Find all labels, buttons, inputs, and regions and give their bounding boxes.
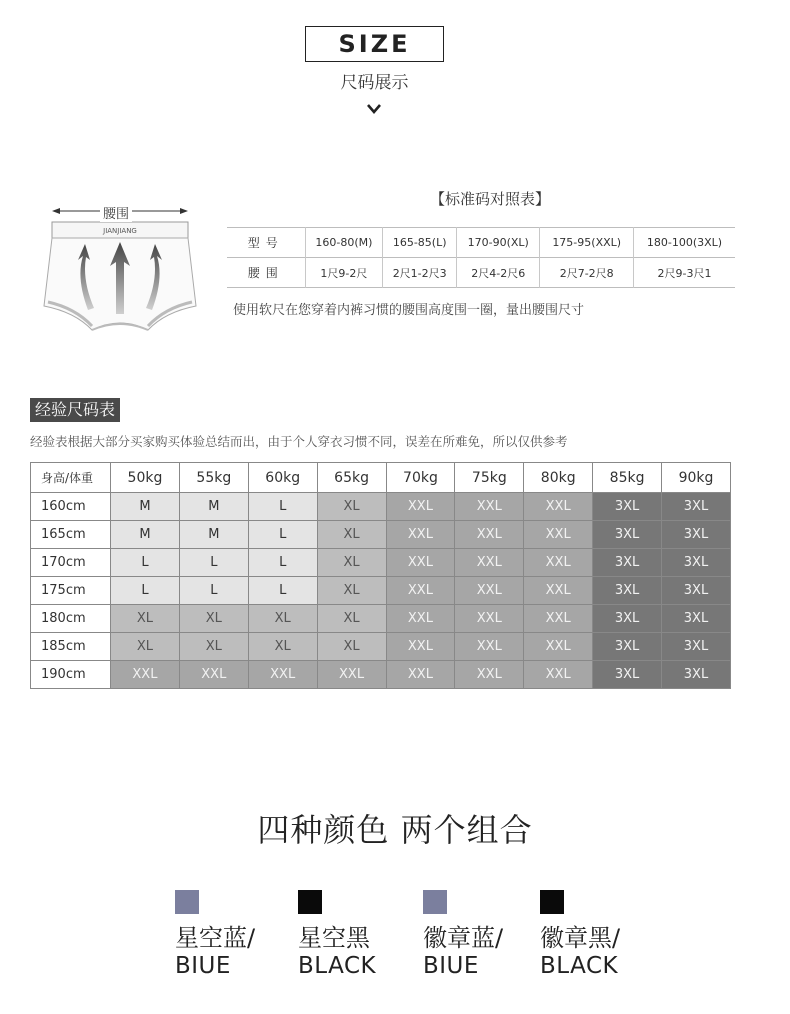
- size-cell: XL: [317, 605, 386, 633]
- color-name-cn: 徽章黑/: [540, 924, 621, 952]
- size-cell: XXL: [179, 661, 248, 689]
- standard-table-row-head: 型号: [247, 236, 284, 250]
- size-cell: 3XL: [593, 549, 662, 577]
- color-swatch: [175, 890, 199, 914]
- color-name-en: BLACK: [298, 953, 377, 979]
- size-cell: XL: [248, 633, 317, 661]
- size-cell: L: [248, 549, 317, 577]
- color-swatch: [540, 890, 564, 914]
- weight-header-cell: 65kg: [317, 463, 386, 493]
- experience-table-note: 经验表根据大部分买家购买体验总结而出，由于个人穿衣习惯不同，误差在所难免，所以仅供参考: [30, 434, 568, 449]
- size-cell: 3XL: [662, 633, 731, 661]
- weight-header-cell: 70kg: [386, 463, 455, 493]
- size-cell: 3XL: [662, 661, 731, 689]
- size-cell: 3XL: [662, 605, 731, 633]
- size-cell: XL: [317, 549, 386, 577]
- chevron-down-icon: [366, 100, 382, 116]
- size-cell: 3XL: [662, 493, 731, 521]
- size-cell: 3XL: [593, 661, 662, 689]
- experience-table-label: 经验尺码表: [30, 398, 120, 422]
- size-cell: XXL: [455, 633, 524, 661]
- size-cell: XXL: [455, 493, 524, 521]
- standard-table-cell: 1尺9-2尺: [305, 258, 383, 288]
- color-name-en: BIUE: [423, 953, 479, 979]
- size-cell: XXL: [524, 605, 593, 633]
- size-title: SIZE: [338, 30, 411, 58]
- height-cell: 185cm: [31, 633, 111, 661]
- standard-table-cell: 160-80(M): [305, 228, 383, 258]
- size-cell: XL: [248, 605, 317, 633]
- color-name-en: BLACK: [540, 953, 619, 979]
- waist-label: 腰围: [100, 203, 132, 222]
- size-cell: XXL: [455, 521, 524, 549]
- size-cell: XL: [317, 633, 386, 661]
- size-cell: XL: [179, 605, 248, 633]
- experience-table-row: [31, 521, 731, 549]
- size-cell: XL: [317, 493, 386, 521]
- size-cell: L: [179, 577, 248, 605]
- size-cell: XXL: [386, 493, 455, 521]
- weight-header-cell: 75kg: [455, 463, 524, 493]
- size-cell: XXL: [455, 605, 524, 633]
- weight-header-cell: 85kg: [593, 463, 662, 493]
- weight-header-cell: 50kg: [111, 463, 180, 493]
- color-name-cn: 星空蓝/: [175, 924, 256, 952]
- standard-table-row: [227, 228, 735, 258]
- experience-table-header-row: [31, 463, 731, 493]
- size-cell: L: [248, 521, 317, 549]
- size-cell: XL: [179, 633, 248, 661]
- experience-table-row: [31, 577, 731, 605]
- brand-text: JIANJIANG: [103, 227, 137, 235]
- experience-table-row: [31, 605, 731, 633]
- size-cell: L: [111, 577, 180, 605]
- colors-title: 四种颜色 两个组合: [257, 811, 533, 849]
- color-name-cn: 星空黑: [298, 924, 370, 952]
- size-cell: 3XL: [662, 521, 731, 549]
- standard-table-cell: 170-90(XL): [457, 228, 540, 258]
- size-cell: XXL: [386, 661, 455, 689]
- size-cell: XXL: [455, 549, 524, 577]
- size-cell: 3XL: [593, 605, 662, 633]
- size-cell: M: [179, 493, 248, 521]
- size-cell: 3XL: [593, 493, 662, 521]
- size-title-box: [305, 26, 444, 62]
- height-cell: 190cm: [31, 661, 111, 689]
- size-cell: XXL: [386, 521, 455, 549]
- size-cell: 3XL: [662, 549, 731, 577]
- height-cell: 180cm: [31, 605, 111, 633]
- size-cell: XXL: [248, 661, 317, 689]
- weight-header-cell: 90kg: [662, 463, 731, 493]
- height-cell: 165cm: [31, 521, 111, 549]
- size-subtitle: 尺码展示: [340, 73, 409, 93]
- size-cell: XXL: [524, 661, 593, 689]
- size-cell: XL: [317, 521, 386, 549]
- size-cell: 3XL: [662, 577, 731, 605]
- size-cell: 3XL: [593, 521, 662, 549]
- height-cell: 160cm: [31, 493, 111, 521]
- size-cell: XXL: [524, 521, 593, 549]
- size-cell: XL: [111, 633, 180, 661]
- color-name-en: BIUE: [175, 953, 231, 979]
- color-option: [298, 890, 376, 980]
- size-cell: 3XL: [593, 577, 662, 605]
- color-swatch: [298, 890, 322, 914]
- size-cell: XXL: [455, 661, 524, 689]
- size-cell: L: [179, 549, 248, 577]
- standard-table-cell: 180-100(3XL): [633, 228, 735, 258]
- height-cell: 170cm: [31, 549, 111, 577]
- size-cell: XXL: [524, 577, 593, 605]
- standard-table-cell: 2尺7-2尺8: [540, 258, 634, 288]
- size-cell: XXL: [386, 577, 455, 605]
- size-cell: XL: [111, 605, 180, 633]
- size-cell: M: [179, 521, 248, 549]
- standard-table-cell: 165-85(L): [383, 228, 457, 258]
- experience-size-table: [30, 462, 731, 689]
- experience-table-row: [31, 549, 731, 577]
- color-option: [540, 890, 620, 980]
- size-cell: XXL: [386, 549, 455, 577]
- experience-table-row: [31, 633, 731, 661]
- size-cell: M: [111, 521, 180, 549]
- size-cell: L: [111, 549, 180, 577]
- standard-table-cell: 2尺4-2尺6: [457, 258, 540, 288]
- standard-table-row: [227, 258, 735, 288]
- color-option: [423, 890, 503, 980]
- standard-table-cell: 2尺9-3尺1: [633, 258, 735, 288]
- standard-size-table: [227, 227, 735, 288]
- size-cell: XXL: [386, 605, 455, 633]
- color-option: [175, 890, 255, 980]
- size-cell: M: [111, 493, 180, 521]
- standard-table-row-head: 腰围: [247, 266, 284, 280]
- standard-table-cell: 175-95(XXL): [540, 228, 634, 258]
- weight-header-cell: 60kg: [248, 463, 317, 493]
- size-cell: XXL: [524, 633, 593, 661]
- standard-table-title: 【标准码对照表】: [430, 190, 551, 208]
- standard-table-cell: 2尺1-2尺3: [383, 258, 457, 288]
- experience-table-corner: 身高/体重: [31, 463, 111, 493]
- size-cell: XXL: [317, 661, 386, 689]
- size-cell: L: [248, 577, 317, 605]
- color-swatch: [423, 890, 447, 914]
- size-cell: XXL: [386, 633, 455, 661]
- size-cell: XXL: [455, 577, 524, 605]
- size-cell: L: [248, 493, 317, 521]
- size-cell: XXL: [524, 493, 593, 521]
- size-cell: 3XL: [593, 633, 662, 661]
- color-name-cn: 徽章蓝/: [423, 924, 504, 952]
- size-cell: XXL: [524, 549, 593, 577]
- experience-table-row: [31, 493, 731, 521]
- weight-header-cell: 55kg: [179, 463, 248, 493]
- measure-note: 使用软尺在您穿着内裤习惯的腰围高度围一圈，量出腰围尺寸: [233, 303, 585, 318]
- size-cell: XXL: [111, 661, 180, 689]
- experience-table-row: [31, 661, 731, 689]
- weight-header-cell: 80kg: [524, 463, 593, 493]
- size-cell: XL: [317, 577, 386, 605]
- height-cell: 175cm: [31, 577, 111, 605]
